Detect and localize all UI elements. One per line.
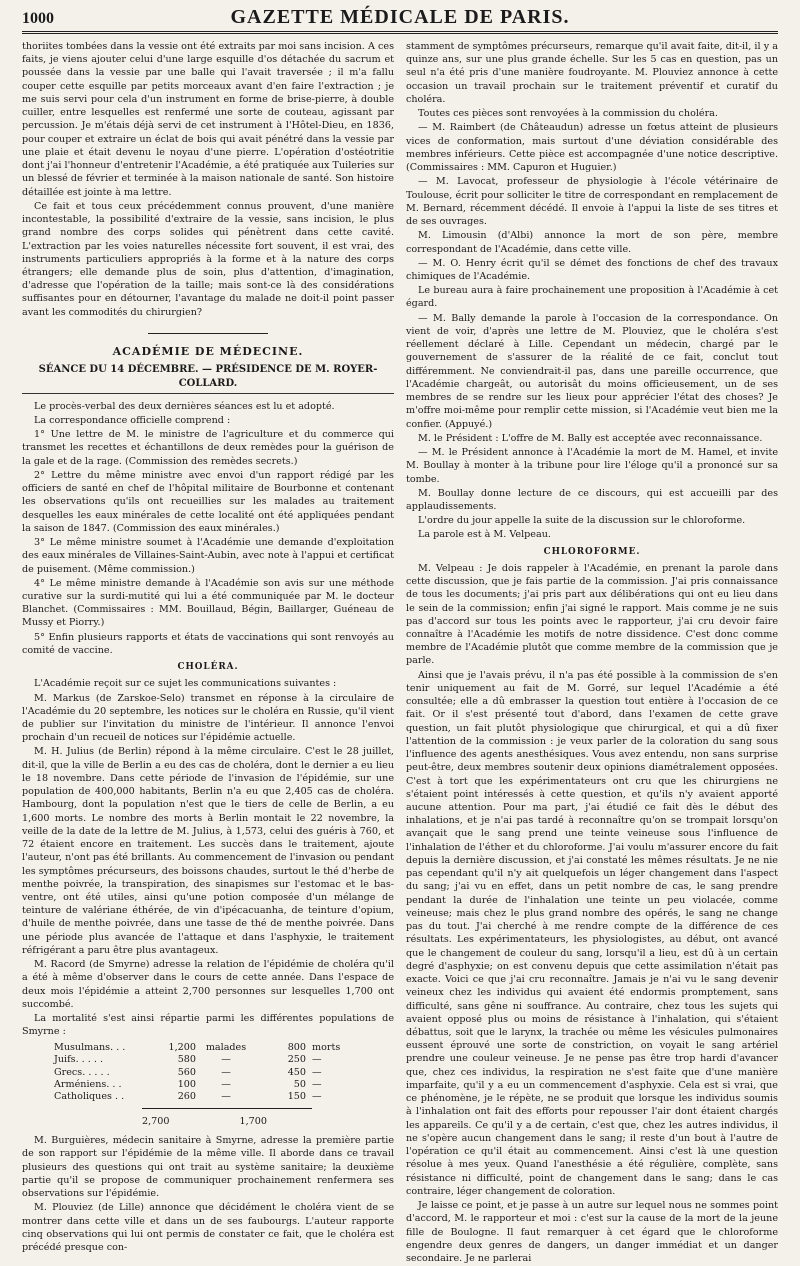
paragraph: La correspondance officielle comprend : [34,414,231,426]
divider [148,333,268,334]
table-row [54,1067,394,1079]
paragraph: thoriites tombées dans la vessie ont été extraits par moi sans incision. A ces faits, je viens ajouter celui d'une large esquille d'os détachée du sacrum et poussée dans la vessie par une balle qui l'avait traversée ; il m'a fallu couper cette esquille par petits morceaux avant d'en faire l'extraction ; je me suis servi pour cela d'un instrument en forme de brise-pierre, à double cuiller, entre lesquelles est renfermé une sorte de couteau, agissant par percussion. Je m'étais déjà servi de cet instrument à l'Hôtel-Dieu, en 1836, pour couper et extraire un éclat de bois qui avait pénétré dans la vessie par une plaie et était devenu le noyau d'une pierre. L'opération d'ostéotritie dont j'ai l'honneur d'entretenir l'Académie, a été pratiquée aux Tuileries sur un blessé de février et terminée à la maison nationale de santé. Son histoire détaillée est jointe à ma lettre. [22,41,394,198]
table-cell: 100 [177,1079,196,1090]
table-totals [142,1115,394,1128]
paragraph: Toutes ces pièces sont renvoyées à la commission du choléra. [418,108,718,120]
table-cell: — [221,1054,231,1066]
paragraph: Ce fait et tous ceux précédemment connus prouvent, d'une manière incontestable, la possibilité d'extraire de la vessie, sans incision, le plus grand nombre des corps solides qui pénètrent dans cette cavité. L'extraction par les voies naturelles nécessite fort souvent, il est vrai, des instruments particuliers appropriés à la forme et à la nature des corps étrangers; elle demande plus de soin, plus d'attention, d'imagination, d'adresse que l'opération de la taille; mais sont-ce là des considérations suffisantes pour en détourner, l'avantage du malade ne doit-il point passer avant les commodités du chirurgien? [22,200,394,318]
table-row [54,1054,394,1066]
paragraph: L'Académie reçoit sur ce sujet les communications suivantes : [34,678,337,690]
table-cell: 250 [287,1054,306,1066]
mortality-table [54,1042,394,1104]
table-cell: Musulmans. . . [54,1041,126,1053]
paragraph: Je laisse ce point, et je passe à un autre sur lequel nous ne sommes point d'accord, M. le rapporteur et moi : c'est sur la cause de la mort de la jeune fille de Boulogne. Il faut remarquer à cet égard que le chloroforme engendre deux genres de dangers, un danger immédiat et un danger secondaire. Je ne parlerai [406,1200,778,1264]
table-cell: 580 [177,1054,196,1066]
table-cell: malades [205,1041,247,1053]
page-header [22,0,778,34]
paragraph: — M. le Président annonce à l'Académie la mort de M. Hamel, et invite M. Boullay à monter à la tribune pour lire l'éloge qu'il a prononcé sur sa tombe. [406,447,778,485]
paragraph: M. Velpeau : Je dois rappeler à l'Académie, en prenant la parole dans cette discussion, que je fais partie de la commission. J'ai pris connaissance de tous les documents; j'ai pris part aux délibérations qui ont eu lieu dans le sein de la commission; enfin j'ai signé le rapport. Mais comme je ne suis pas d'accord sur tous les points avec le rapporteur, j'ai cru devoir faire connaître à l'Académie les motifs de notre dissidence. C'est donc comme membre de l'Académie plutôt que comme membre de la commission que je parle. [406,562,778,667]
table-cell: — [312,1091,322,1103]
table-cell: 260 [177,1091,196,1103]
paragraph: — M. Raimbert (de Châteaudun) adresse un fœtus atteint de plusieurs vices de conformation, mais surtout d'une déviation considérable des membres inférieurs. Cette pièce est accompagnée d'une notice descriptive. (Commissaires : MM. Capuron et Huguier.) [406,122,778,174]
table-cell: Grecs. . . . . [54,1066,110,1078]
total-morts: 1,700 [239,1115,267,1127]
table-row [54,1042,394,1054]
section-heading: ACADÉMIE DE MÉDECINE. [112,344,304,358]
table-cell: Arméniens. . . [54,1079,122,1090]
right-column [406,40,778,1266]
paragraph: L'ordre du jour appelle la suite de la discussion sur le chloroforme. [418,515,746,527]
table-cell: Catholiques . . [54,1091,125,1103]
table-cell: — [312,1079,322,1090]
paragraph: — M. O. Henry écrit qu'il se démet des fonctions de chef des travaux chimiques de l'Académie. [406,257,778,282]
table-cell: — [312,1054,322,1066]
paragraph: La parole est à M. Velpeau. [418,529,551,541]
page-number: 1000 [22,10,54,27]
paragraph: Le procès-verbal des deux dernières séances est lu et adopté. [34,400,335,412]
table-cell: — [221,1066,231,1078]
table-cell: 800 [287,1041,306,1053]
paragraph: M. Racord (de Smyrne) adresse la relation de l'épidémie de choléra qu'il a été à même d'observer dans le cours de cette année. Dans l'espace de deux mois l'épidémie a atteint 2,700 personnes sur lesquelles 1,700 ont succombé. [22,959,394,1010]
table-cell: — [312,1066,322,1078]
list-item: 4° Le même ministre demande à l'Académie son avis sur une méthode curative sur la surdi-mutité qui lui a été communiquée par M. le docteur Blanchet. (Commissaires : MM. Bouillaud, Bégin, Baillarger, Guéneau de Mussy et Piorry.) [22,577,394,629]
table-cell: — [221,1091,231,1103]
list-item: 2° Lettre du même ministre avec envoi d'un rapport rédigé par les officiers de santé en chef de l'hôpital militaire de Bourbonne et contenant les observations qu'ils ont recueillies sur les malades au traitement desquelles les eaux minérales de cette localité ont été appliquées pendant la saison de 1847. (Commission des eaux minérales.) [22,469,394,534]
paragraph: — M. Bally demande la parole à l'occasion de la correspondance. On vient de voir, d'après une lettre de M. Plouviez, que le choléra s'est réellement déclaré à Lille. Cependant un médecin, chargé par le gouvernement de s'assurer de la réalité de ce fait, conclut tout différemment. Ne conviendrait-il pas, dans une pareille occurrence, que l'Académie chargeât, ou autorisât du moins officieusement, un de ses membres de se rendre sur les lieux pour apprécier l'état des choses? Je m'offre moi-même pour remplir cette mission, si l'Académie veut bien me la confier. (Appuyé.) [406,312,778,430]
subsection-heading: CHOLÉRA. [177,662,239,673]
table-cell: — [221,1079,231,1090]
table-cell: morts [312,1041,341,1053]
list-item: 1° Une lettre de M. le ministre de l'agriculture et du commerce qui transmet les recettes et échantillons de deux remèdes pour la guérison de la gale et de la rage. (Commission des remèdes secrets.) [22,429,394,467]
table-cell: 560 [177,1066,196,1078]
divider [142,1108,312,1109]
subsection-heading: CHLOROFORME. [543,546,641,557]
table-cell: 1,200 [168,1041,196,1053]
table-cell: Juifs. . . . . [54,1054,104,1066]
paragraph: M. Markus (de Zarskoe-Selo) transmet en réponse à la circulaire de l'Académie du 20 septembre, les notices sur le choléra en Russie, qu'il vient de publier sur l'invitation du ministre de l'intérieur. Il annonce l'envoi prochain d'un recueil de notices sur l'épidémie actuelle. [22,692,394,744]
paragraph: M. Burguières, médecin sanitaire à Smyrne, adresse la première partie de son rapport sur l'épidémie de la même ville. Il aborde dans ce travail plusieurs des questions qui ont trait au système sanitaire; la deuxième partie qu'il se propose de communiquer prochainement renfermera ses observations sur l'épidémie. [22,1135,394,1200]
paragraph: stamment de symptômes précurseurs, remarque qu'il avait faite, dit-il, il y a quinze ans, sur une plus grande échelle. Sur les 5 cas en question, pas un seul n'a été pris d'une manière foudroyante. M. Plouviez annonce à cette occasion un travail prochain sur le traitement préventif et curatif du choléra. [406,41,778,105]
list-item: 3° Le même ministre soumet à l'Académie une demande d'exploitation des eaux minérales de Villaines-Saint-Aubin, avec note à l'appui et certificat de puisement. (Même commission.) [22,537,394,575]
table-row [54,1091,394,1103]
table-cell: 50 [293,1079,306,1090]
journal-title: GAZETTE MÉDICALE DE PARIS. [230,6,570,28]
paragraph: M. Plouviez (de Lille) annonce que décidément le choléra vient de se montrer dans cette ville et dans un de ses faubourgs. L'auteur rapporte cinq observations qui lui ont permis de constater ce fait, que le choléra est précédé presque con- [22,1202,394,1254]
table-row [54,1079,394,1091]
paragraph: M. Limousin (d'Albi) annonce la mort de son père, membre correspondant de l'Académie, dans cette ville. [406,230,778,255]
paragraph: La mortalité s'est ainsi répartie parmi les différentes populations de Smyrne : [22,1013,394,1038]
paragraph: Le bureau aura à faire prochainement une proposition à l'Académie à cet égard. [406,285,778,310]
table-cell: 450 [287,1066,306,1078]
paragraph: M. Boullay donne lecture de ce discours, qui est accueilli par des applaudissements. [406,487,778,512]
total-malades: 2,700 [142,1115,170,1127]
list-item: 5° Enfin plusieurs rapports et états de vaccinations qui sont renvoyés au comité de vaccine. [22,631,394,656]
paragraph: M. le Président : L'offre de M. Bally est acceptée avec reconnaissance. [418,432,763,444]
paragraph: M. H. Julius (de Berlin) répond à la même circulaire. C'est le 28 juillet, dit-il, que la ville de Berlin a eu des cas de choléra, dont le dernier a eu lieu le 18 novembre. Dans cette période de l'invasion de l'épidémie, sur une population de 400,000 habitants, Berlin n'a eu que 2,405 cas de choléra. Hambourg, dont la population n'est que le tiers de celle de Berlin, a eu 1,600 morts. Le nombre des morts à Berlin montait le 22 novembre, la veille de la date de la lettre de M. Julius, à 1,573, celui des guéris à 760, et 72 étaient encore en traitement. Les succès dans le traitement, ajoute l'auteur, n'ont pas été brillants. Au commencement de l'invasion ou pendant les symptômes précurseurs, des boissons chaudes, surtout le thé d'herbe de menthe poivrée, la transpiration, des sinapismes sur l'estomac et le bas-ventre, ont été utiles, ainsi qu'une potion composée d'un mélange de teinture de valériane éthérée, de vin d'ipécacuanha, de teinture d'opium, d'huile de menthe poivrée, dans une tasse de thé de menthe poivrée. Dans une période plus avancée de l'attaque et dans l'asphyxie, le traitement réfrigérant a paru être plus avantageux. [22,746,394,956]
paragraph: Ainsi que je l'avais prévu, il n'a pas été possible à la commission de s'en tenir uniquement au fait de M. Gorré, sur lequel l'Académie a été consultée; elle a dû embrasser la question tout entière à l'occasion de ce fait. Or il s'est présenté tout d'abord, dans l'examen de cette grave question, un fait plutôt physiologique que chirurgical, et qui a dû fixer l'attention de la commission : je veux parler de la coloration du sang sous l'influence des agents anesthésiques. Vous avez entendu, non sans surprise peut-être, deux membres soutenir deux opinions diamétralement opposées. C'est à tort que les expérimentateurs ont cru que les chirurgiens ne s'étaient point intéressés à cette question, et qu'ils n'y avaient apporté aucune attention. Pour ma part, j'ai étudié ce fait dès le début des inhalations, et je n'ai pas tardé à reconnaître qu'on se trompait lorsqu'on avançait que le sang prend une teinte veineuse sous l'influence de l'inhalation de l'éther et du chloroforme. J'ai voulu m'assurer encore du fait depuis la dernière discussion, et j'ai constaté les mêmes résultats. Je ne nie pas cependant qu'il n'y ait quelquefois un léger changement dans l'aspect du sang; j'ai vu en effet, dans un petit nombre de cas, le sang prendre pendant la durée de l'inhalation une teinte un peu violacée, comme veineuse; mais chez le plus grand nombre des opérés, le sang ne change pas du tout. J'ai cherché à me rendre compte de la différence de ces résultats. Les expérimentateurs, les physiologistes, au début, ont avancé que le changement de couleur du sang, lorsqu'il a lieu, est dû à un certain degré d'asphyxie; on est convenu depuis que cette assimilation n'était pas exacte. Voici ce que j'ai cru reconnaître. Jamais je n'ai vu le sang devenir veineux chez les individus qui avaient été endormis promptement, sans difficulté, sans gêne ni souffrance. Au contraire, chez tous les sujets qui avaient opposé plus ou moins de résistance à l'inhalation, qui s'étaient débattus, soit que le larynx, la trachée ou même les vésicules pulmonaires eussent éprouvé une sorte de constriction, on voyait le sang artériel prendre une couleur veineuse. Je ne pense pas être trop hardi d'avancer que, chez ces individus, la respiration ne s'est faite que d'une manière imparfaite, qu'il y a eu un commencement d'asphyxie. Cela est si vrai, que ce phénomène, je le répète, ne se produit que lorsque les individus soumis à l'inhalation ont fait des efforts pour repousser l'air dont étaient chargés les appareils. Ce qu'il y a de certain, c'est que, chez les autres individus, il ne s'opère aucun changement dans le sang; il reste d'un bout à l'autre de l'opération ce qu'il était au commencement. Ainsi c'est là une question résolue à mes yeux. Quand l'anesthésie a été régulière, complète, sans résistance ni difficulté, point de changement dans le sang; dans le cas contraire, léger changement de coloration. [406,669,778,1197]
table-cell: 150 [287,1091,306,1103]
paragraph: — M. Lavocat, professeur de physiologie à l'école vétérinaire de Toulouse, écrit pour solliciter le titre de correspondant en remplacement de M. Bernard, récemment décédé. Il envoie à l'appui la liste de ses titres et de ses ouvrages. [406,176,778,228]
seance-heading: SÉANCE DU 14 DÉCEMBRE. — PRÉSIDENCE DE M. ROYER-COLLARD. [22,363,394,394]
left-column [22,40,394,1266]
